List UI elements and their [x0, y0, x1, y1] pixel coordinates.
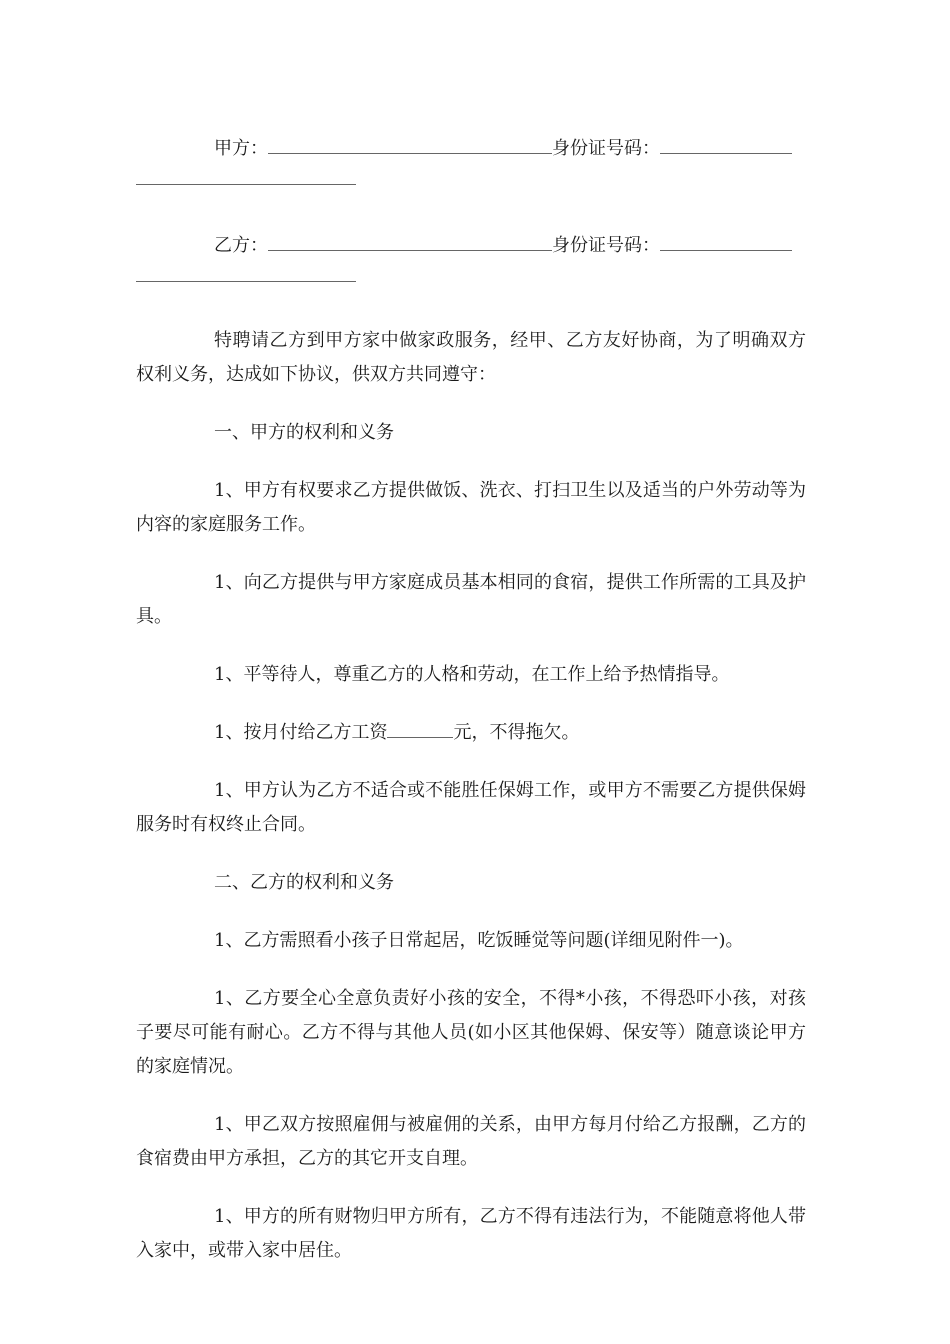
party-a-block — [136, 132, 806, 185]
party-a-name-blank — [268, 139, 552, 154]
party-b-id-blank — [660, 236, 792, 251]
section-b-item: 1、甲方的所有财物归甲方所有，乙方不得有违法行为，不能随意将他人带入家中，或带入家中居住。 — [136, 1206, 806, 1261]
section-a-salary-item — [136, 716, 806, 750]
salary-text-after: 元，不得拖欠。 — [453, 722, 580, 743]
salary-amount-blank — [387, 723, 453, 738]
section-a-item: 1、平等待人，尊重乙方的人格和劳动，在工作上给予热情指导。 — [214, 664, 730, 685]
party-a-line — [136, 132, 806, 166]
section-a-item: 1、向乙方提供与甲方家庭成员基本相同的食宿，提供工作所需的工具及护具。 — [136, 572, 806, 627]
party-a-id-label: 身份证号码： — [552, 138, 660, 159]
party-b-block — [136, 229, 806, 282]
intro-paragraph: 特聘请乙方到甲方家中做家政服务，经甲、乙方友好协商，为了明确双方权利义务，达成如下协议，供双方共同遵守： — [136, 330, 806, 385]
party-a-label: 甲方： — [214, 138, 268, 159]
party-a-id-blank — [660, 139, 792, 154]
party-b-label: 乙方： — [214, 235, 268, 256]
party-b-line — [136, 229, 806, 263]
party-b-id-blank-continued — [136, 263, 356, 282]
section-b-item: 1、甲乙双方按照雇佣与被雇佣的关系，由甲方每月付给乙方报酬，乙方的食宿费由甲方承担，乙方的其它开支自理。 — [136, 1114, 806, 1169]
section-a-item: 1、甲方认为乙方不适合或不能胜任保姆工作，或甲方不需要乙方提供保姆服务时有权终止合同。 — [136, 780, 806, 835]
section-b-item: 1、乙方要全心全意负责好小孩的安全，不得*小孩，不得恐吓小孩，对孩子要尽可能有耐心。乙方不得与其他人员(如小区其他保姆、保安等）随意谈论甲方的家庭情况。 — [136, 988, 806, 1077]
salary-text-before: 1、按月付给乙方工资 — [214, 722, 388, 743]
party-b-id-label: 身份证号码： — [552, 235, 660, 256]
party-a-id-blank-continued — [136, 166, 356, 185]
section-b-item: 1、乙方需照看小孩子日常起居，吃饭睡觉等问题(详细见附件一)。 — [214, 930, 744, 951]
contract-page — [136, 132, 806, 1292]
party-b-name-blank — [268, 236, 552, 251]
section-a-heading: 一、甲方的权利和义务 — [214, 422, 394, 443]
section-a-item: 1、甲方有权要求乙方提供做饭、洗衣、打扫卫生以及适当的户外劳动等为内容的家庭服务工作。 — [136, 480, 806, 535]
section-b-heading: 二、乙方的权利和义务 — [214, 872, 394, 893]
